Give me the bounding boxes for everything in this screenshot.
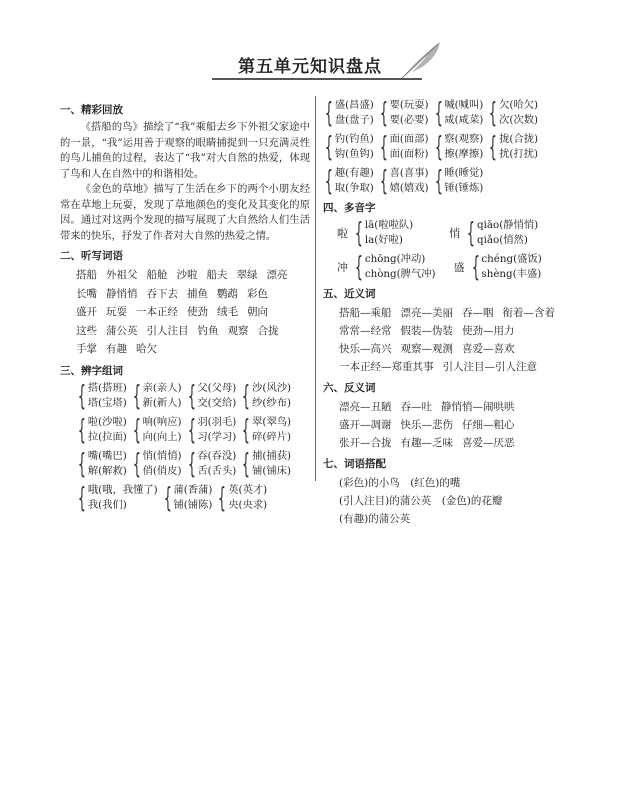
- char-pair: [499, 98, 538, 128]
- char-word: 纱(纱布): [252, 396, 292, 409]
- brace-icon: {: [242, 378, 251, 412]
- char-word: 睡(睡觉): [444, 167, 484, 179]
- polyphone-char: 啦: [337, 227, 348, 240]
- synonym-pair: 常常—经常: [339, 325, 392, 337]
- char-group: [433, 98, 484, 128]
- char-word: 面(面粉): [389, 148, 429, 160]
- brace-icon: {: [379, 96, 388, 129]
- brace-icon: {: [132, 378, 141, 412]
- char-pair: [88, 415, 127, 445]
- char-word: 吞(吞没): [197, 449, 237, 462]
- brace-icon: {: [187, 378, 196, 412]
- title-wrap: [0, 52, 620, 77]
- reading: chéng(盛饭): [481, 253, 542, 265]
- char-word: 面(面部): [389, 133, 429, 145]
- char-word: 钩(鱼钩): [334, 148, 374, 160]
- antonym-pair: 盛开—凋谢: [339, 419, 392, 431]
- brace-icon: {: [187, 446, 196, 480]
- synonym-pair-row: [323, 340, 573, 358]
- char-word: 俏(俏皮): [142, 464, 182, 477]
- char-word: 沙(风沙): [252, 381, 292, 394]
- char-word: 嬉(嬉戏): [389, 182, 429, 194]
- brace-icon: {: [187, 412, 196, 446]
- char-pair: [143, 415, 182, 445]
- synonym-pair: 观察—观测: [400, 343, 453, 355]
- char-group: [378, 98, 429, 128]
- char-word: 盛(昌盛): [334, 99, 374, 111]
- brace-icon: {: [379, 164, 388, 197]
- char-group: [186, 412, 237, 446]
- brace-icon: {: [77, 378, 86, 412]
- char-pair: [197, 415, 236, 445]
- char-group: [487, 132, 538, 162]
- dictation-word: 一本正经: [136, 306, 178, 318]
- char-group: [216, 480, 268, 514]
- dictation-word: 绒毛: [217, 306, 238, 318]
- char-word: 我(我们): [87, 498, 127, 511]
- char-pair: [88, 381, 127, 411]
- word-row: [76, 340, 310, 359]
- dictation-word: 漂亮: [266, 269, 288, 281]
- char-word: 响(响应): [142, 415, 182, 428]
- dictation-words: [60, 266, 310, 359]
- char-word: 盘(盘子): [334, 114, 374, 126]
- char-pair: [335, 132, 374, 162]
- brace-icon: {: [434, 130, 443, 163]
- brace-icon: {: [132, 446, 141, 480]
- char-word: 塔(宝塔): [87, 396, 127, 409]
- synonym-pair: 使劲—用力: [462, 325, 515, 337]
- antonym-list: [323, 398, 573, 452]
- dictation-word: 彩色: [247, 287, 268, 300]
- brace-icon: {: [77, 446, 86, 480]
- synonym-pair: 快乐—高兴: [339, 343, 392, 355]
- dictation-word: 静悄悄: [106, 287, 138, 300]
- char-group-row: [60, 412, 310, 446]
- char-group-list: [323, 98, 573, 196]
- char-group: [240, 412, 292, 446]
- dictation-word: 吞下去: [146, 287, 178, 300]
- char-word: 翠(翠鸟): [252, 415, 292, 428]
- char-group: [76, 412, 127, 446]
- antonym-pair: 静悄悄—闹哄哄: [441, 401, 515, 413]
- char-word: 向(向上): [142, 430, 182, 443]
- char-group: [186, 446, 237, 480]
- char-pair: [444, 98, 483, 128]
- section-heading: 七、词语搭配: [323, 458, 386, 470]
- char-group: [240, 378, 292, 412]
- feather-icon: [398, 40, 444, 80]
- char-pair: [499, 132, 538, 162]
- dictation-word: 钓鱼: [197, 324, 219, 337]
- char-word: 交(交给): [197, 396, 237, 409]
- char-word: 父(父母): [197, 381, 237, 394]
- synonym-pair-row: [323, 304, 573, 322]
- dictation-word: 朝向: [247, 306, 268, 318]
- collocation-line: (有趣)的蒲公英: [339, 513, 411, 525]
- char-pair: [252, 415, 291, 445]
- dictation-word: 翠绿: [236, 269, 258, 281]
- char-word: 欠(哈欠): [499, 99, 539, 111]
- char-word: 习(学习): [197, 430, 237, 443]
- brace-icon: {: [467, 216, 476, 249]
- synonym-list: [323, 304, 573, 376]
- char-word: 喊(喊叫): [444, 99, 484, 111]
- synonym-pair: 引人注目—引人注意: [442, 361, 537, 373]
- char-word: 英(英才): [228, 483, 268, 496]
- brace-icon: {: [77, 412, 86, 446]
- brace-icon: {: [77, 480, 86, 514]
- reading: qiāo(静悄悄): [477, 219, 539, 231]
- char-pair: [444, 132, 483, 162]
- char-pair: [252, 449, 291, 479]
- dictation-word: 观察: [227, 324, 249, 337]
- antonym-pair: 喜爱—厌恶: [462, 437, 515, 449]
- char-word: 拢(合拢): [499, 133, 539, 145]
- reading: lā(啦啦队): [364, 219, 414, 231]
- word-row: [76, 322, 310, 341]
- char-group: [433, 166, 484, 196]
- polyphone-group: [353, 218, 413, 248]
- brace-icon: {: [434, 164, 443, 197]
- char-group: [76, 480, 158, 514]
- char-pair: [390, 166, 429, 196]
- collocation-list: [323, 474, 573, 528]
- char-pair: [444, 166, 483, 196]
- char-group: [131, 446, 182, 480]
- polyphone-group: [470, 252, 542, 282]
- char-pair: [197, 381, 236, 411]
- char-pair: [173, 483, 212, 513]
- dictation-word: 手掌: [76, 343, 97, 355]
- char-group-row: [323, 98, 573, 128]
- antonym-pair-row: [323, 434, 573, 452]
- synonym-pair: 喜爱—喜欢: [462, 343, 515, 355]
- char-word: 趣(有趣): [334, 167, 374, 179]
- char-pair: [335, 98, 374, 128]
- dictation-word: 使劲: [187, 306, 208, 318]
- char-word: 铺(铺床): [252, 464, 292, 477]
- dictation-word: 船舱: [146, 269, 168, 281]
- collocation-line: (彩色)的小鸟 (红色)的嘴: [339, 477, 461, 489]
- paragraph: 《金色的草地》描写了生活在乡下的两个小朋友经常在草地上玩耍，发现了草地颜色的变化及其变化的原因。通过对这两个发现的描写展现了大自然给人们生活带来的快乐，抒发了作者对大自然的热爱之情。: [60, 183, 310, 242]
- brace-icon: {: [471, 250, 480, 283]
- brace-icon: {: [218, 480, 227, 514]
- char-pair: [252, 381, 291, 411]
- antonym-pair: 快乐—悲伤: [400, 419, 453, 431]
- char-word: 舌(舌头): [197, 464, 237, 477]
- char-word: 拉(拉面): [87, 430, 127, 443]
- char-word: 锤(锤炼): [444, 182, 484, 194]
- char-pair: [143, 381, 182, 411]
- collocation-line: (引人注目)的蒲公英 (金色)的花瓣: [339, 495, 503, 507]
- antonym-pair: 张开—合拢: [339, 437, 392, 449]
- dictation-word: 船夫: [206, 269, 228, 281]
- paragraph: 《搭船的鸟》描绘了“我”乘船去乡下外祖父家途中的一景，“我”运用善于观察的眼睛捕捉到一只充满灵性的鸟儿捕鱼的过程，表达了“我”对大自然的热爱，体现了鸟和人在自然中的和谐相处。: [60, 121, 310, 180]
- char-word: 碎(碎片): [252, 430, 292, 443]
- dictation-word: 外祖父: [106, 269, 138, 281]
- brace-icon: {: [242, 446, 251, 480]
- antonym-pair-row: [323, 398, 573, 416]
- page-title: 第五单元知识盘点: [238, 57, 382, 77]
- word-row: [76, 285, 310, 304]
- dictation-word: 盛开: [76, 306, 97, 318]
- char-word: 咸(咸菜): [444, 114, 484, 126]
- brace-icon: {: [379, 130, 388, 163]
- char-group: [76, 378, 127, 412]
- polyphone-char: 悄: [449, 227, 461, 240]
- polyphone-row: [323, 252, 573, 282]
- char-word: 亲(亲人): [142, 381, 182, 394]
- dictation-word: 引人注目: [146, 324, 189, 337]
- char-pair: [143, 449, 182, 479]
- char-group-row: [323, 166, 573, 196]
- char-word: 扰(打扰): [499, 148, 539, 160]
- char-word: 央(央求): [228, 498, 268, 511]
- brace-icon: {: [354, 216, 363, 249]
- antonym-pair: 漂亮—丑陋: [339, 401, 392, 413]
- char-group-row: [60, 378, 310, 412]
- brace-icon: {: [163, 480, 172, 514]
- char-pair: [390, 98, 429, 128]
- char-group: [131, 378, 182, 412]
- section-heading: 三、辨字组词: [60, 364, 123, 377]
- brace-icon: {: [489, 96, 498, 129]
- char-word: 捕(捕获): [252, 449, 292, 462]
- char-group: [378, 166, 429, 196]
- brace-icon: {: [324, 130, 333, 163]
- char-word: 嘴(嘴巴): [87, 449, 127, 462]
- antonym-pair: 仔细—粗心: [462, 419, 515, 431]
- brace-icon: {: [354, 250, 363, 283]
- word-row: [76, 303, 310, 322]
- char-word: 解(解救): [87, 464, 127, 477]
- char-group: [323, 166, 374, 196]
- char-group: [131, 412, 182, 446]
- dictation-word: 合拢: [257, 324, 279, 337]
- char-word: 察(观察): [444, 133, 484, 145]
- char-word: 悄(悄悄): [142, 449, 182, 462]
- char-word: 喜(喜事): [389, 167, 429, 179]
- synonym-pair: 漂亮—美丽: [400, 307, 453, 319]
- char-word: 搭(搭班): [87, 381, 127, 394]
- synonym-pair: 吞—咽: [462, 307, 494, 319]
- char-word: 取(争取): [334, 182, 374, 194]
- column-divider: [315, 96, 316, 481]
- char-word: 钓(钓鱼): [334, 133, 374, 145]
- synonym-pair: 搭船—乘船: [339, 307, 392, 319]
- dictation-word: 捕鱼: [187, 287, 208, 300]
- left-column: [60, 98, 310, 517]
- char-group: [378, 132, 429, 162]
- char-group: [323, 98, 374, 128]
- char-group: [240, 446, 292, 480]
- char-word: 要(玩耍): [389, 99, 429, 111]
- char-word: 擦(摩擦): [444, 148, 484, 160]
- reading: la(好啦): [364, 234, 403, 246]
- char-group-row: [60, 480, 310, 514]
- char-group-row: [60, 446, 310, 480]
- char-pair: [88, 449, 127, 479]
- char-word: 啦(沙啦): [87, 415, 127, 428]
- char-group: [186, 378, 237, 412]
- char-group: [162, 480, 213, 514]
- char-word: 羽(羽毛): [197, 415, 237, 428]
- word-row: [76, 266, 310, 285]
- char-group-list: [60, 378, 310, 514]
- title-underline: [212, 78, 422, 80]
- char-word: 哦(哦，我懂了): [87, 483, 158, 496]
- brace-icon: {: [324, 164, 333, 197]
- antonym-pair: 吞—吐: [400, 401, 432, 413]
- brace-icon: {: [242, 412, 251, 446]
- reading: chòng(脾气冲): [364, 268, 436, 280]
- char-word: 新(新人): [142, 396, 182, 409]
- polyphone-group: [353, 252, 436, 282]
- char-pair: [390, 132, 429, 162]
- section-heading: 一、精彩回放: [60, 104, 123, 116]
- char-group: [76, 446, 127, 480]
- synonym-pair-row: [323, 322, 573, 340]
- reading: chōng(冲动): [364, 253, 426, 265]
- brace-icon: {: [489, 130, 498, 163]
- reading: shèng(丰盛): [481, 268, 542, 280]
- reading: qiǎo(悄然): [477, 234, 528, 246]
- synonym-pair: 衔着—含着: [502, 307, 555, 319]
- char-pair: [228, 483, 267, 513]
- synonym-pair: 一本正经—郑重其事: [339, 361, 434, 373]
- section-heading: 二、听写词语: [60, 250, 123, 262]
- brace-icon: {: [324, 96, 333, 129]
- brace-icon: {: [434, 96, 443, 129]
- dictation-word: 鹦鹉: [217, 287, 238, 300]
- char-word: 铺(铺陈): [173, 498, 213, 511]
- char-group: [433, 132, 484, 162]
- antonym-pair: 有趣—乏味: [400, 437, 453, 449]
- right-column: [323, 98, 573, 528]
- dictation-word: 沙啦: [176, 269, 198, 281]
- polyphone-group: [465, 218, 538, 248]
- dictation-word: 玩耍: [106, 306, 127, 318]
- dictation-word: 搭船: [76, 269, 97, 281]
- dictation-word: 蒲公英: [106, 324, 138, 337]
- dictation-word: 哈欠: [136, 343, 157, 355]
- section-heading: 五、近义词: [323, 288, 376, 300]
- dictation-word: 长嘴: [76, 287, 97, 300]
- polyphone-char: 盛: [453, 261, 465, 274]
- section-heading: 四、多音字: [323, 202, 376, 214]
- antonym-pair-row: [323, 416, 573, 434]
- char-pair: [88, 483, 158, 513]
- char-pair: [335, 166, 374, 196]
- char-pair: [197, 449, 236, 479]
- dictation-word: 这些: [76, 324, 97, 337]
- char-group-row: [323, 132, 573, 162]
- char-word: 蒲(香蒲): [173, 483, 213, 496]
- brace-icon: {: [132, 412, 141, 446]
- polyphone-row: [323, 218, 573, 248]
- dictation-word: 有趣: [106, 343, 127, 355]
- polyphone-char: 冲: [337, 261, 348, 274]
- synonym-pair-row: [323, 358, 573, 376]
- char-word: 次(次数): [499, 114, 539, 126]
- char-group: [323, 132, 374, 162]
- section-heading: 六、反义词: [323, 382, 376, 394]
- synonym-pair: 假装—伪装: [400, 325, 453, 337]
- char-group: [487, 98, 538, 128]
- char-word: 要(必要): [389, 114, 429, 126]
